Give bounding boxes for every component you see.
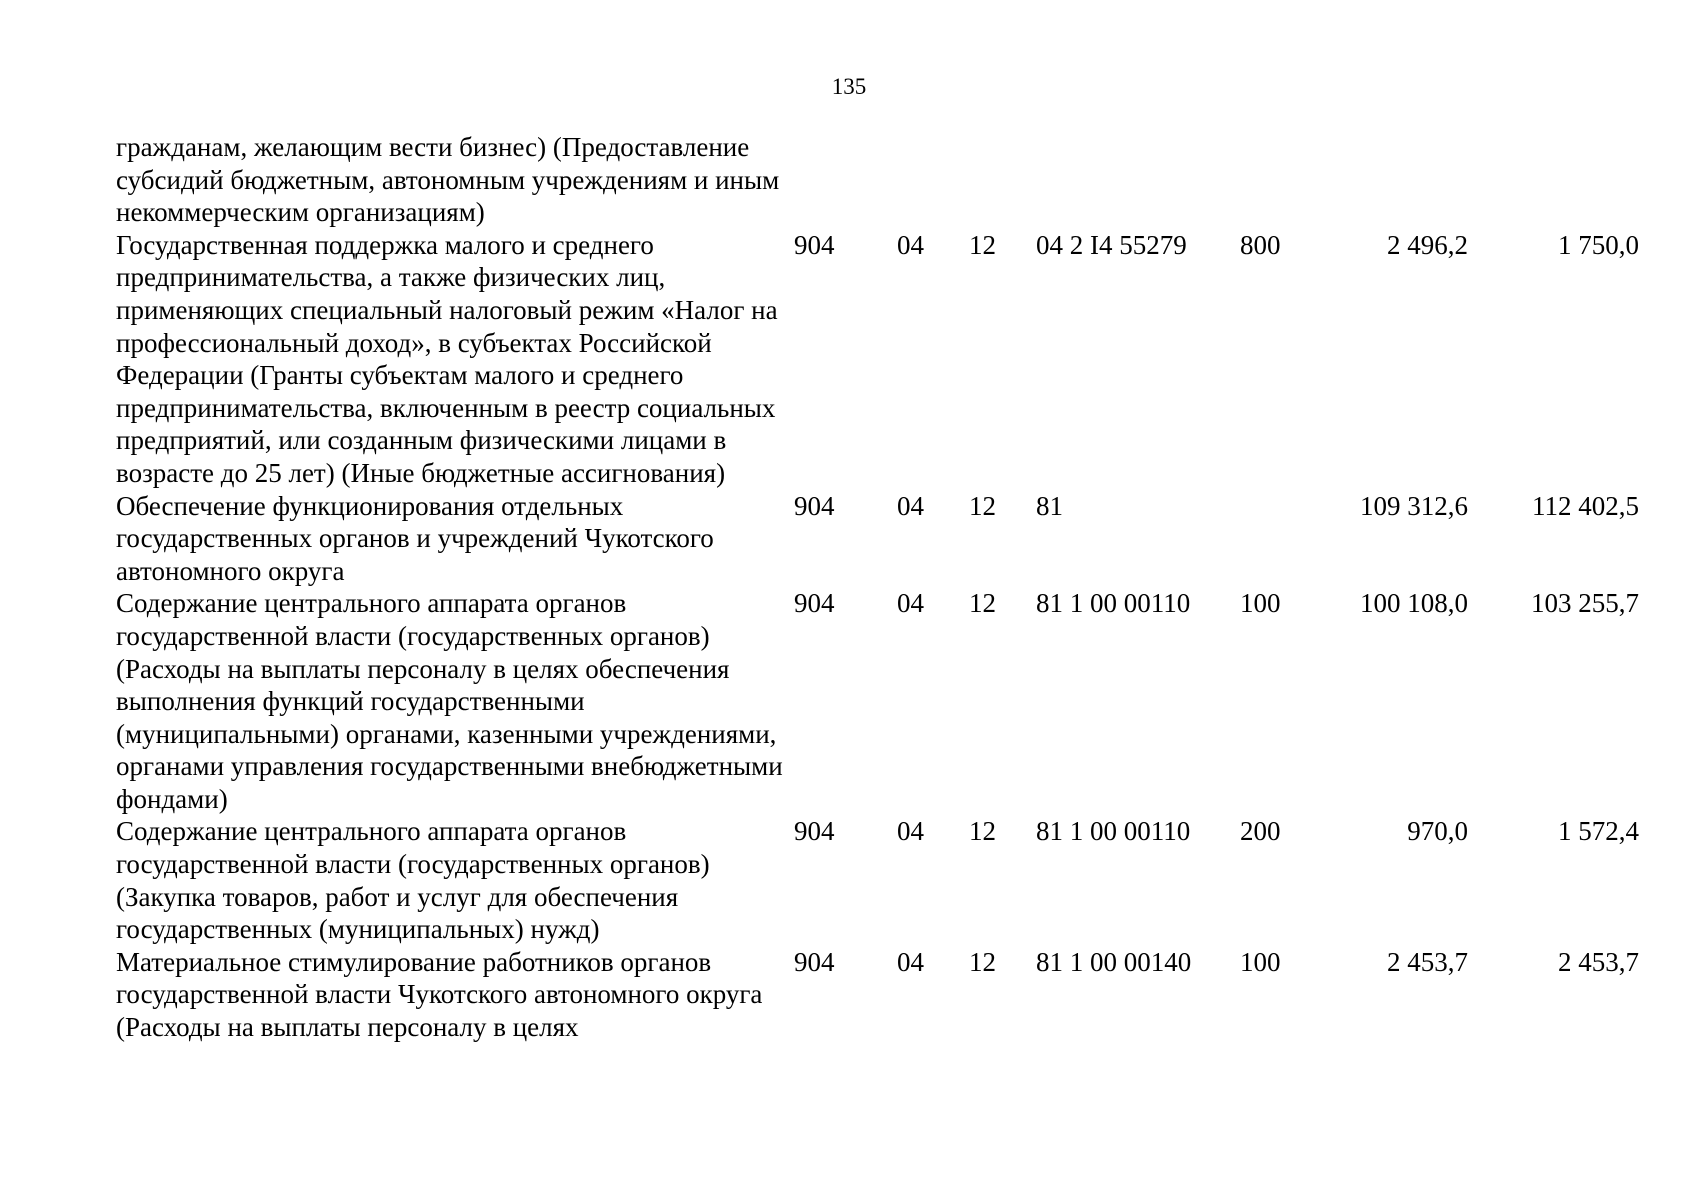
amount-year-1: 109 312,6 <box>1360 490 1468 521</box>
target-article-code: 04 2 I4 55279 <box>1036 229 1187 260</box>
section-code: 04 <box>897 816 924 847</box>
subsection-code <box>969 131 1036 229</box>
section-code <box>897 131 969 229</box>
expense-type-code: 200 <box>1240 816 1281 847</box>
amount-year-2: 112 402,5 <box>1532 490 1639 521</box>
target-article-code: 81 1 00 00110 <box>1036 816 1191 847</box>
row-name: Государственная поддержка малого и среднего предпринимательства, а также физических лиц, применяющих специальный налоговый режим «Налог на профессиональный доход», в субъектах Российской Федерации (Гранты субъектам малого и среднего предпринимательства, включенным в реестр социальных предприятий, или созданным физическими лицами в возрасте до 25 лет) (Иные бюджетные ассигнования) <box>116 229 778 488</box>
grbs-code: 904 <box>794 229 835 260</box>
section-code: 04 <box>897 946 924 977</box>
row-name: Обеспечение функционирования отдельных государственных органов и учреждений Чукотского автономного округа <box>116 490 714 586</box>
expense-type-code: 100 <box>1240 588 1281 619</box>
subsection-code: 12 <box>969 588 996 619</box>
grbs-code: 904 <box>794 588 835 619</box>
section-code: 04 <box>897 229 924 260</box>
subsection-code: 12 <box>969 490 996 521</box>
amount-year-1: 2 453,7 <box>1387 946 1468 977</box>
subsection-code: 12 <box>969 816 996 847</box>
table-row <box>116 587 1639 815</box>
row-name: Содержание центрального аппарата органов государственной власти (государственных органов) (Расходы на выплаты персоналу в целях обеспечения выполнения функций государственными (муниципальными) органами, казенными учреждениями, органами управления государственными внебюджетными фондами) <box>116 588 783 814</box>
table-row <box>116 131 1639 229</box>
subsection-code: 12 <box>969 229 996 260</box>
row-name: Содержание центрального аппарата органов государственной власти (государственных органов) (Закупка товаров, работ и услуг для обеспечения государственных (муниципальных) нужд) <box>116 816 710 945</box>
amount-year-2: 103 255,7 <box>1531 588 1639 619</box>
section-code: 04 <box>897 588 924 619</box>
table-row <box>116 815 1639 945</box>
target-article-code: 81 1 00 00140 <box>1036 946 1192 977</box>
page-number: 135 <box>831 74 867 99</box>
table-row <box>116 229 1639 490</box>
amount-year-1: 100 108,0 <box>1360 588 1468 619</box>
table-row <box>116 490 1639 588</box>
grbs-code: 904 <box>794 490 835 521</box>
row-name: Материальное стимулирование работников органов государственной власти Чукотского автономного округа (Расходы на выплаты персоналу в целях <box>116 946 763 1043</box>
expense-type-code <box>1240 490 1360 588</box>
grbs-code: 904 <box>794 816 835 847</box>
grbs-code <box>794 131 897 229</box>
grbs-code: 904 <box>794 946 835 977</box>
amount-year-1: 2 496,2 <box>1387 229 1468 260</box>
section-code: 04 <box>897 490 924 521</box>
budget-table <box>116 131 1639 1044</box>
expense-type-code <box>1240 131 1360 229</box>
amount-year-2: 1 750,0 <box>1558 229 1639 260</box>
table-row <box>116 946 1639 1044</box>
amount-year-2: 1 572,4 <box>1558 816 1639 847</box>
expense-type-code: 800 <box>1240 229 1281 260</box>
row-name: гражданам, желающим вести бизнес) (Предоставление субсидий бюджетным, автономным учреждениям и иным некоммерческим организациям) <box>116 132 780 228</box>
expense-type-code: 100 <box>1240 946 1281 977</box>
target-article-code: 81 1 00 00110 <box>1036 588 1191 619</box>
amount-year-1 <box>1360 131 1468 229</box>
target-article-code: 81 <box>1036 490 1063 521</box>
amount-year-2 <box>1468 131 1639 229</box>
target-article-code <box>1036 131 1240 229</box>
amount-year-2: 2 453,7 <box>1558 946 1639 977</box>
subsection-code: 12 <box>969 946 996 977</box>
amount-year-1: 970,0 <box>1407 816 1468 847</box>
